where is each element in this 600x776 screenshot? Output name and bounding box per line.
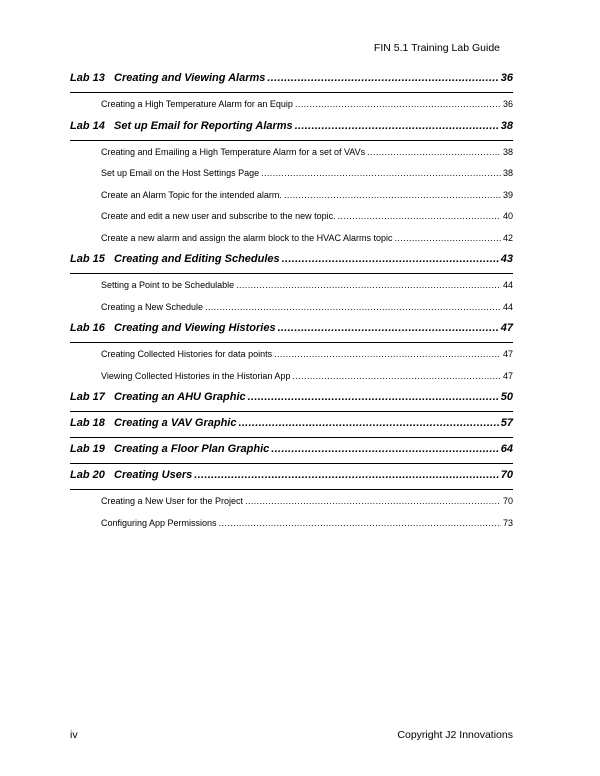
lab-number: Lab 14	[70, 119, 105, 132]
lab-number: Lab 17	[70, 391, 105, 403]
dot-leader	[245, 494, 501, 508]
copyright: Copyright J2 Innovations	[397, 729, 513, 741]
page-header: FIN 5.1 Training Lab Guide	[373, 42, 500, 54]
toc-lab-entry[interactable]	[70, 416, 513, 438]
toc-section-entry[interactable]	[70, 494, 513, 516]
lab-number: Lab 13	[70, 72, 105, 84]
dot-leader	[278, 321, 499, 335]
lab-page: 47	[500, 322, 513, 334]
toc-section-entry[interactable]	[70, 300, 513, 322]
dot-leader	[205, 300, 501, 314]
dot-leader	[282, 252, 499, 266]
dot-leader	[236, 278, 501, 292]
lab-page: 38	[500, 119, 513, 132]
section-page: 73	[502, 517, 513, 528]
section-page: 42	[502, 232, 513, 243]
lab-page: 57	[500, 417, 513, 429]
section-page: 47	[502, 349, 513, 359]
dot-leader	[219, 516, 501, 530]
section-page: 38	[502, 168, 513, 178]
section-title: Creating a New Schedule	[101, 301, 204, 312]
section-page: 38	[502, 146, 513, 157]
lab-title: Creating an AHU Graphic	[114, 391, 246, 403]
toc-section-entry[interactable]	[70, 347, 513, 369]
section-page: 70	[502, 496, 513, 506]
dot-leader	[238, 416, 498, 430]
lab-title: Creating a Floor Plan Graphic	[114, 443, 270, 455]
toc-section-entry[interactable]	[70, 166, 513, 188]
dot-leader	[338, 209, 501, 223]
toc-lab-entry[interactable]	[70, 390, 513, 412]
dot-leader	[394, 231, 501, 245]
section-title: Creating a New User for the Project	[101, 496, 244, 506]
toc-lab-entry[interactable]	[70, 252, 513, 274]
lab-number: Lab 19	[70, 443, 105, 455]
section-page: 44	[502, 280, 513, 290]
dot-leader	[284, 188, 501, 202]
lab-title: Creating a VAV Graphic	[114, 417, 237, 429]
section-title: Creating and Emailing a High Temperature Alarm for a set of VAVs	[101, 146, 366, 157]
section-page: 39	[502, 189, 513, 200]
section-title: Set up Email on the Host Settings Page	[101, 168, 260, 178]
toc-lab-entry[interactable]	[70, 468, 513, 490]
dot-leader	[194, 468, 498, 482]
lab-number: Lab 18	[70, 417, 105, 429]
lab-title: Set up Email for Reporting Alarms	[114, 119, 293, 132]
page-number: iv	[70, 729, 78, 741]
toc-lab-entry[interactable]	[70, 321, 513, 343]
section-title: Setting a Point to be Schedulable	[101, 280, 235, 290]
lab-page: 50	[500, 391, 513, 403]
toc-lab-entry[interactable]	[70, 119, 513, 141]
toc-section-entry[interactable]	[70, 188, 513, 210]
table-of-contents	[70, 71, 513, 537]
toc-section-entry[interactable]	[70, 231, 513, 253]
lab-number: Lab 20	[70, 469, 105, 481]
section-page: 36	[502, 99, 513, 109]
section-title: Create an Alarm Topic for the intended alarm.	[101, 189, 282, 200]
toc-lab-entry[interactable]	[70, 442, 513, 464]
section-title: Create and edit a new user and subscribe to the new topic.	[101, 211, 336, 221]
dot-leader	[367, 145, 501, 159]
section-page: 40	[502, 211, 513, 221]
dot-leader	[267, 71, 498, 85]
section-title: Create a new alarm and assign the alarm block to the HVAC Alarms topic	[101, 232, 393, 243]
dot-leader	[261, 166, 501, 180]
section-title: Creating Collected Histories for data points	[101, 349, 273, 359]
dot-leader	[295, 97, 501, 111]
lab-title: Creating Users	[114, 469, 193, 481]
section-title: Creating a High Temperature Alarm for an Equip	[101, 99, 293, 109]
lab-page: 70	[500, 469, 513, 481]
section-title: Configuring App Permissions	[101, 517, 217, 528]
lab-number: Lab 15	[70, 253, 105, 265]
lab-title: Creating and Viewing Histories	[114, 322, 276, 334]
toc-lab-entry[interactable]	[70, 71, 513, 93]
dot-leader	[274, 347, 501, 361]
lab-title: Creating and Editing Schedules	[114, 253, 280, 265]
dot-leader	[248, 390, 499, 404]
dot-leader	[292, 369, 501, 383]
lab-title: Creating and Viewing Alarms	[114, 72, 266, 84]
toc-section-entry[interactable]	[70, 516, 513, 538]
section-title: Viewing Collected Histories in the Historian App	[101, 370, 291, 381]
section-page: 44	[502, 301, 513, 312]
dot-leader	[295, 119, 499, 133]
toc-section-entry[interactable]	[70, 278, 513, 300]
toc-section-entry[interactable]	[70, 369, 513, 391]
toc-section-entry[interactable]	[70, 97, 513, 119]
dot-leader	[271, 442, 498, 456]
lab-page: 36	[500, 72, 513, 84]
toc-section-entry[interactable]	[70, 209, 513, 231]
section-page: 47	[502, 370, 513, 381]
lab-number: Lab 16	[70, 322, 105, 334]
toc-section-entry[interactable]	[70, 145, 513, 167]
lab-page: 43	[500, 253, 513, 265]
lab-page: 64	[500, 443, 513, 455]
